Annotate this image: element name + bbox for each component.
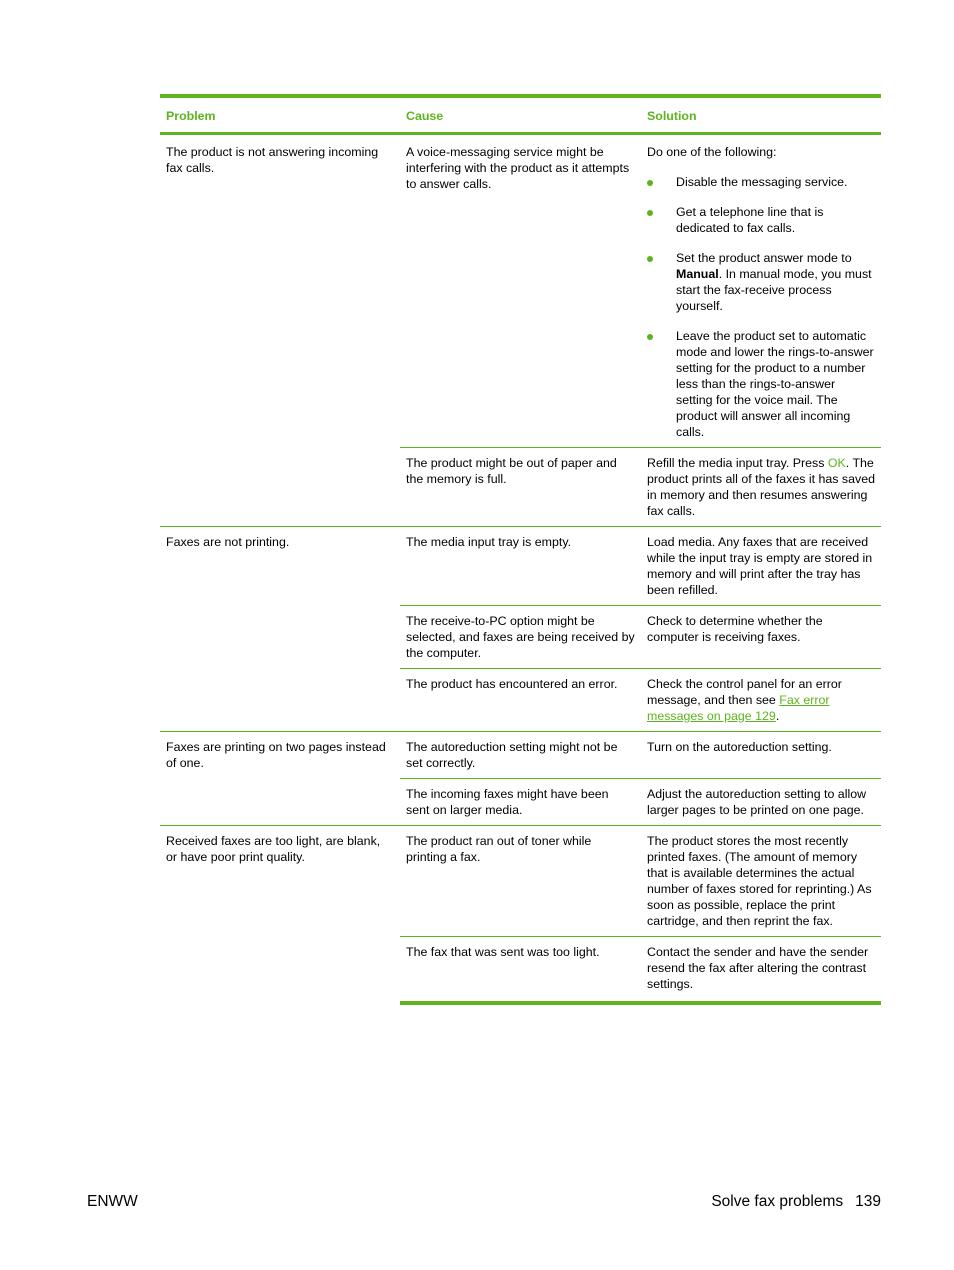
cause-cell: The incoming faxes might have been sent on larger media.: [400, 779, 641, 826]
table-row: [160, 826, 881, 937]
solution-text: . The product prints all of the faxes it has saved in memory and then resumes answering fax calls.: [647, 456, 875, 518]
page-number: 139: [855, 1193, 881, 1210]
solution-cell: The product stores the most recently printed faxes. (The amount of memory that is available determines the actual number of faxes stored for reprinting.) As soon as possible, replace the print cartridge, and then reprint the fax.: [641, 826, 881, 937]
solution-bullet-list: [647, 174, 875, 440]
problem-cell: The product is not answering incoming fax calls.: [166, 145, 379, 175]
problem-cell: Faxes are printing on two pages instead of one.: [160, 732, 400, 826]
solution-cell: [641, 448, 881, 527]
cause-cell: The product ran out of toner while printing a fax.: [400, 826, 641, 937]
header-problem: Problem: [160, 96, 400, 134]
solution-cell: Load media. Any faxes that are received while the input tray is empty are stored in memory and will print after the tray has been refilled.: [641, 527, 881, 606]
cause-cell: The product might be out of paper and the memory is full.: [400, 448, 641, 527]
solution-cell: Contact the sender and have the sender resend the fax after altering the contrast settings.: [641, 937, 881, 1004]
bullet-text: . In manual mode, you must start the fax-receive process yourself.: [676, 267, 872, 313]
bullet-text: Leave the product set to automatic mode and lower the rings-to-answer setting for the product to a number less than the rings-to-answer setting for the voice mail. The product will answer all incoming calls.: [676, 329, 874, 439]
bullet-text: Get a telephone line that is dedicated to fax calls.: [676, 205, 824, 235]
list-item: [647, 174, 875, 190]
solution-text: Refill the media input tray. Press: [647, 456, 828, 470]
cause-cell: The fax that was sent was too light.: [400, 937, 641, 1004]
solution-intro: Do one of the following:: [647, 145, 777, 159]
bullet-text: Disable the messaging service.: [676, 175, 848, 189]
bullet-icon: [647, 180, 653, 186]
solution-cell: Adjust the autoreduction setting to allow larger pages to be printed on one page.: [641, 779, 881, 826]
list-item: [647, 204, 875, 236]
problem-cell: Faxes are not printing.: [160, 527, 400, 732]
table-row: [160, 134, 881, 448]
solution-cell: [641, 134, 881, 448]
bullet-text: Set the product answer mode to: [676, 251, 852, 265]
solution-cell: Turn on the autoreduction setting.: [641, 732, 881, 779]
header-cause: Cause: [400, 96, 641, 134]
list-item: [647, 250, 875, 314]
manual-mode-label: Manual: [676, 267, 719, 281]
cause-cell: The autoreduction setting might not be set correctly.: [400, 732, 641, 779]
list-item: [647, 328, 875, 440]
bullet-icon: [647, 210, 653, 216]
solution-text: Check the control panel for an error message, and then see: [647, 677, 842, 707]
table-row: [160, 527, 881, 606]
bullet-icon: [647, 256, 653, 262]
cause-cell: The receive-to-PC option might be selected, and faxes are being received by the computer.: [400, 606, 641, 669]
solution-text: .: [775, 709, 780, 723]
solution-cell: [641, 669, 881, 732]
ok-button-label: OK: [827, 456, 846, 470]
footer-section-title: Solve fax problems: [711, 1193, 844, 1210]
fax-troubleshooting-table: [160, 94, 881, 1005]
table-row: [160, 732, 881, 779]
bullet-icon: [647, 334, 653, 340]
cause-cell: The product has encountered an error.: [400, 669, 641, 732]
footer-enww: ENWW: [87, 1193, 138, 1210]
solution-cell: Check to determine whether the computer is receiving faxes.: [641, 606, 881, 669]
header-solution: Solution: [641, 96, 881, 134]
problem-cell: Received faxes are too light, are blank, or have poor print quality.: [160, 826, 400, 1004]
table-header-row: [160, 96, 881, 134]
cause-cell: The media input tray is empty.: [400, 527, 641, 606]
cause-cell: A voice-messaging service might be interfering with the product as it attempts to answer calls.: [406, 145, 630, 191]
fax-error-messages-link[interactable]: Fax error messages on page 129: [647, 693, 830, 723]
footer-section: [711, 1193, 881, 1211]
